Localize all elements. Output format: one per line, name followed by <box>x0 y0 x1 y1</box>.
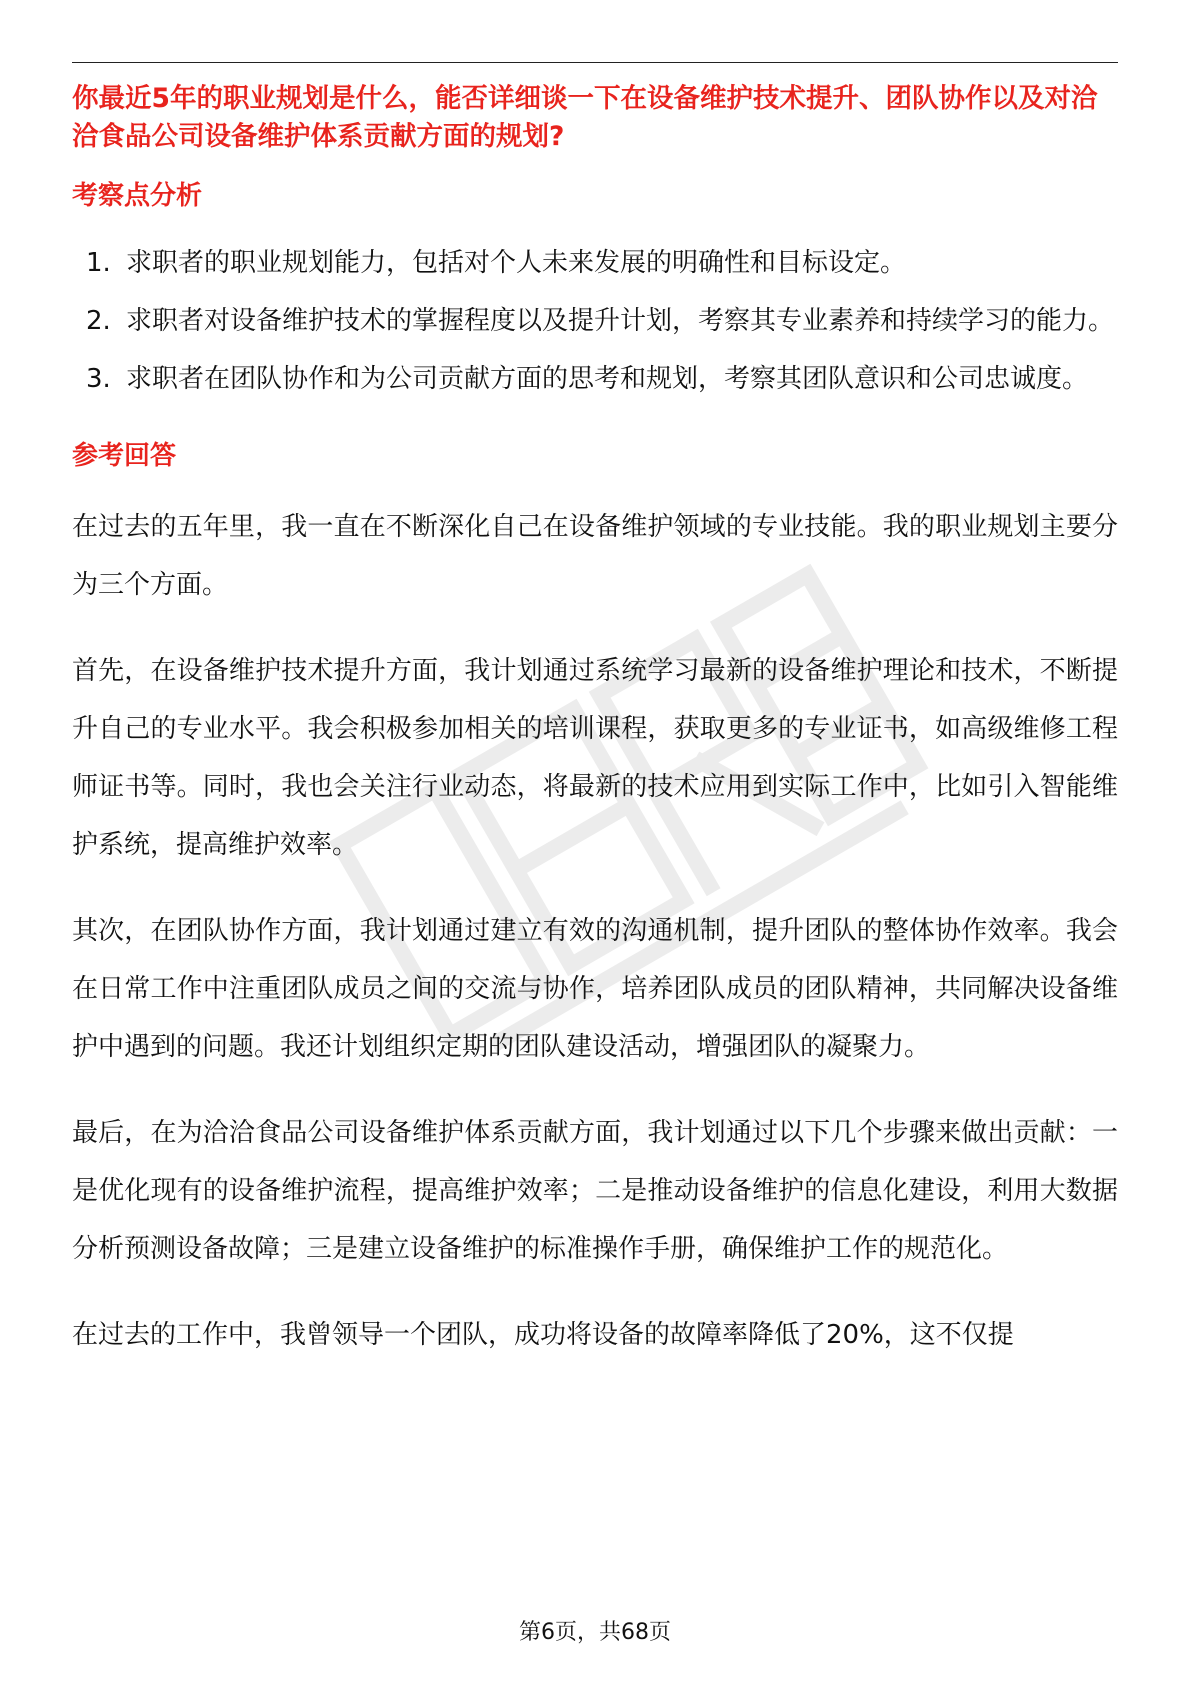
page-content <box>72 80 1118 1364</box>
analysis-list <box>72 234 1118 408</box>
question-heading: 你最近5年的职业规划是什么，能否详细谈一下在设备维护技术提升、团队协作以及对洽洽食品公司设备维护体系贡献方面的规划? <box>72 83 1098 152</box>
list-number: 2. <box>86 306 111 336</box>
analysis-point <box>72 234 1118 292</box>
analysis-section-title: 考察点分析 <box>72 181 203 211</box>
list-number: 1. <box>86 248 111 278</box>
top-rule <box>72 62 1118 63</box>
analysis-point <box>72 292 1118 350</box>
analysis-point-text: 求职者对设备维护技术的掌握程度以及提升计划，考察其专业素养和持续学习的能力。 <box>126 306 1115 336</box>
answer-section-title: 参考回答 <box>72 441 177 471</box>
page-footer: 第6页，共68页 <box>519 1620 671 1645</box>
analysis-point-text: 求职者的职业规划能力，包括对个人未来发展的明确性和目标设定。 <box>126 248 907 278</box>
answer-paragraph: 最后，在为洽洽食品公司设备维护体系贡献方面，我计划通过以下几个步骤来做出贡献：一是优化现有的设备维护流程，提高维护效率；二是推动设备维护的信息化建设，利用大数据分析预测设备故障；三是建立设备维护的标准操作手册，确保维护工作的规范化。 <box>72 1118 1118 1264</box>
analysis-point-text: 求职者在团队协作和为公司贡献方面的思考和规划，考察其团队意识和公司忠诚度。 <box>126 364 1089 394</box>
list-number: 3. <box>86 364 111 394</box>
answer-paragraph: 在过去的五年里，我一直在不断深化自己在设备维护领域的专业技能。我的职业规划主要分为三个方面。 <box>72 512 1118 600</box>
answer-paragraph: 其次，在团队协作方面，我计划通过建立有效的沟通机制，提升团队的整体协作效率。我会在日常工作中注重团队成员之间的交流与协作，培养团队成员的团队精神，共同解决设备维护中遇到的问题。我还计划组织定期的团队建设活动，增强团队的凝聚力。 <box>72 916 1118 1062</box>
analysis-point <box>72 350 1118 408</box>
answer-paragraph: 在过去的工作中，我曾领导一个团队，成功将设备的故障率降低了20%，这不仅提 <box>72 1320 1014 1350</box>
answer-paragraph: 首先，在设备维护技术提升方面，我计划通过系统学习最新的设备维护理论和技术，不断提升自己的专业水平。我会积极参加相关的培训课程，获取更多的专业证书，如高级维修工程师证书等。同时，我也会关注行业动态，将最新的技术应用到实际工作中，比如引入智能维护系统，提高维护效率。 <box>72 656 1118 860</box>
